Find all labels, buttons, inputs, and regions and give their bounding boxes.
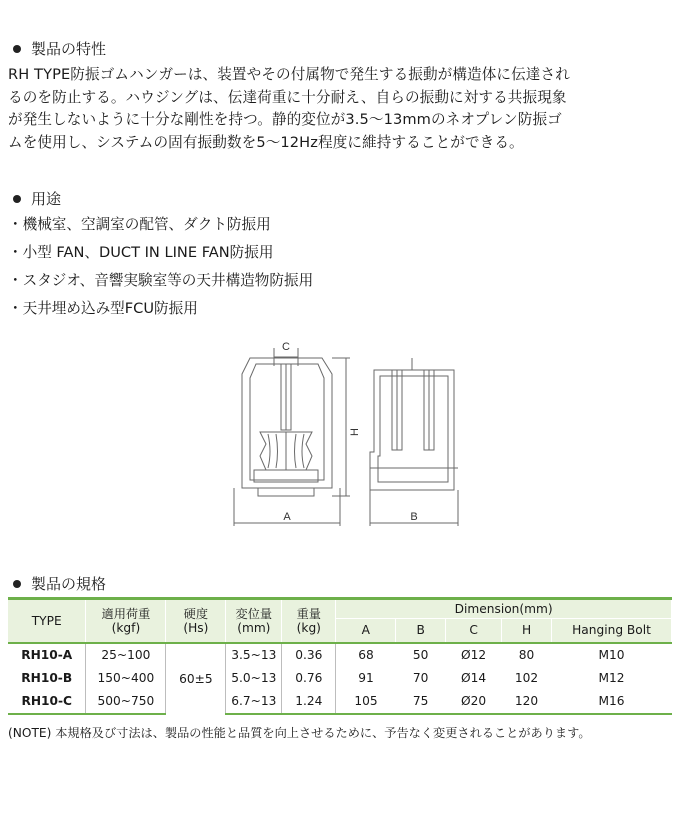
features-heading-text: 製品の特性 [31, 40, 107, 58]
features-line: ムを使用し、システムの固有振動数を5～12Hz程度に維持することができる。 [8, 133, 524, 151]
table-row [8, 667, 672, 690]
cell-weight: 1.24 [282, 690, 336, 714]
header-b: B [396, 619, 446, 643]
cell-b: 70 [412, 671, 429, 685]
header-a: A [336, 619, 396, 643]
uses-item: ・機械室、空調室の配管、ダクト防振用 [8, 216, 271, 233]
dimension-a-label: A [283, 511, 291, 523]
header-type: TYPE [8, 599, 86, 643]
front-housing-inner [250, 364, 324, 480]
bullet-dot-icon [13, 195, 21, 203]
uses-heading-text: 用途 [31, 190, 62, 208]
cell-displacement: 5.0~13 [226, 667, 282, 690]
cell-c: Ø14 [461, 671, 487, 685]
cell-h: 80 [502, 643, 552, 667]
header-load: 適用荷重 (kgf) [86, 599, 166, 643]
cell-load: 150~400 [86, 667, 166, 690]
specs-heading [13, 573, 106, 594]
bullet-dot-icon [13, 580, 21, 588]
cell-weight: 0.76 [282, 667, 336, 690]
cell-bolt: M12 [598, 671, 625, 685]
uses-item: ・小型 FAN、DUCT IN LINE FAN防振用 [8, 244, 274, 261]
header-h: H [502, 619, 552, 643]
dimension-h-label: H [349, 428, 361, 436]
cell-weight: 0.36 [282, 643, 336, 667]
cell-load: 25~100 [86, 643, 166, 667]
cell-a: 91 [358, 671, 374, 685]
spec-note: (NOTE) 本規格及び寸法は、製品の性能と品質を向上させるために、予告なく変更されることがあります。 [8, 726, 591, 740]
cell-b: 50 [396, 643, 446, 667]
bullet-dot-icon [13, 45, 21, 53]
uses-heading [13, 188, 61, 209]
features-line: が発生しないように十分な剛性を持つ。静的変位が3.5～13mmのネオプレン防振ゴ [8, 111, 562, 128]
cell-bolt: M10 [552, 643, 672, 667]
features-heading [13, 38, 106, 59]
table-row [8, 690, 672, 714]
specs-heading-text: 製品の規格 [31, 575, 107, 593]
dimension-b-label: B [410, 511, 418, 523]
cell-a: 68 [336, 643, 396, 667]
header-displacement: 変位量 (mm) [226, 599, 282, 643]
features-line: るのを防止する。ハウジングは、伝達荷重に十分耐え、自らの振動に対する共振現象 [8, 88, 567, 106]
features-paragraph [8, 64, 672, 154]
cell-c: Ø12 [446, 643, 502, 667]
header-bolt: Hanging Bolt [552, 619, 672, 643]
side-housing-inner [378, 376, 448, 482]
header-hardness: 硬度 (Hs) [166, 599, 226, 643]
cell-type: RH10-C [8, 690, 86, 714]
spec-table [8, 597, 672, 715]
cell-h: 102 [514, 671, 539, 685]
cell-displacement: 6.7~13 [226, 690, 282, 714]
features-line: RH TYPE防振ゴムハンガーは、装置やその付属物で発生する振動が構造体に伝達され [8, 66, 570, 83]
cell-type: RH10-B [8, 667, 86, 690]
cell-h: 120 [502, 690, 552, 714]
header-weight: 重量 (kg) [282, 599, 336, 643]
front-housing-outer [242, 358, 332, 488]
cell-load: 500~750 [86, 690, 166, 714]
technical-drawing [218, 340, 476, 530]
cell-hardness: 60±5 [166, 643, 226, 714]
cell-type: RH10-A [8, 643, 86, 667]
cell-a: 105 [336, 690, 396, 714]
cell-c: Ø20 [446, 690, 502, 714]
dimension-c-label: C [282, 341, 290, 353]
header-dimension: Dimension(mm) [336, 599, 672, 619]
cell-bolt: M16 [552, 690, 672, 714]
cell-displacement: 3.5~13 [226, 643, 282, 667]
cell-b: 75 [396, 690, 446, 714]
header-c: C [446, 619, 502, 643]
uses-item: ・天井埋め込み型FCU防振用 [8, 300, 198, 317]
uses-item: ・スタジオ、音響実験室等の天井構造物防振用 [8, 272, 314, 289]
side-housing-outer [370, 370, 454, 490]
table-row [8, 643, 672, 667]
uses-list [8, 214, 313, 326]
